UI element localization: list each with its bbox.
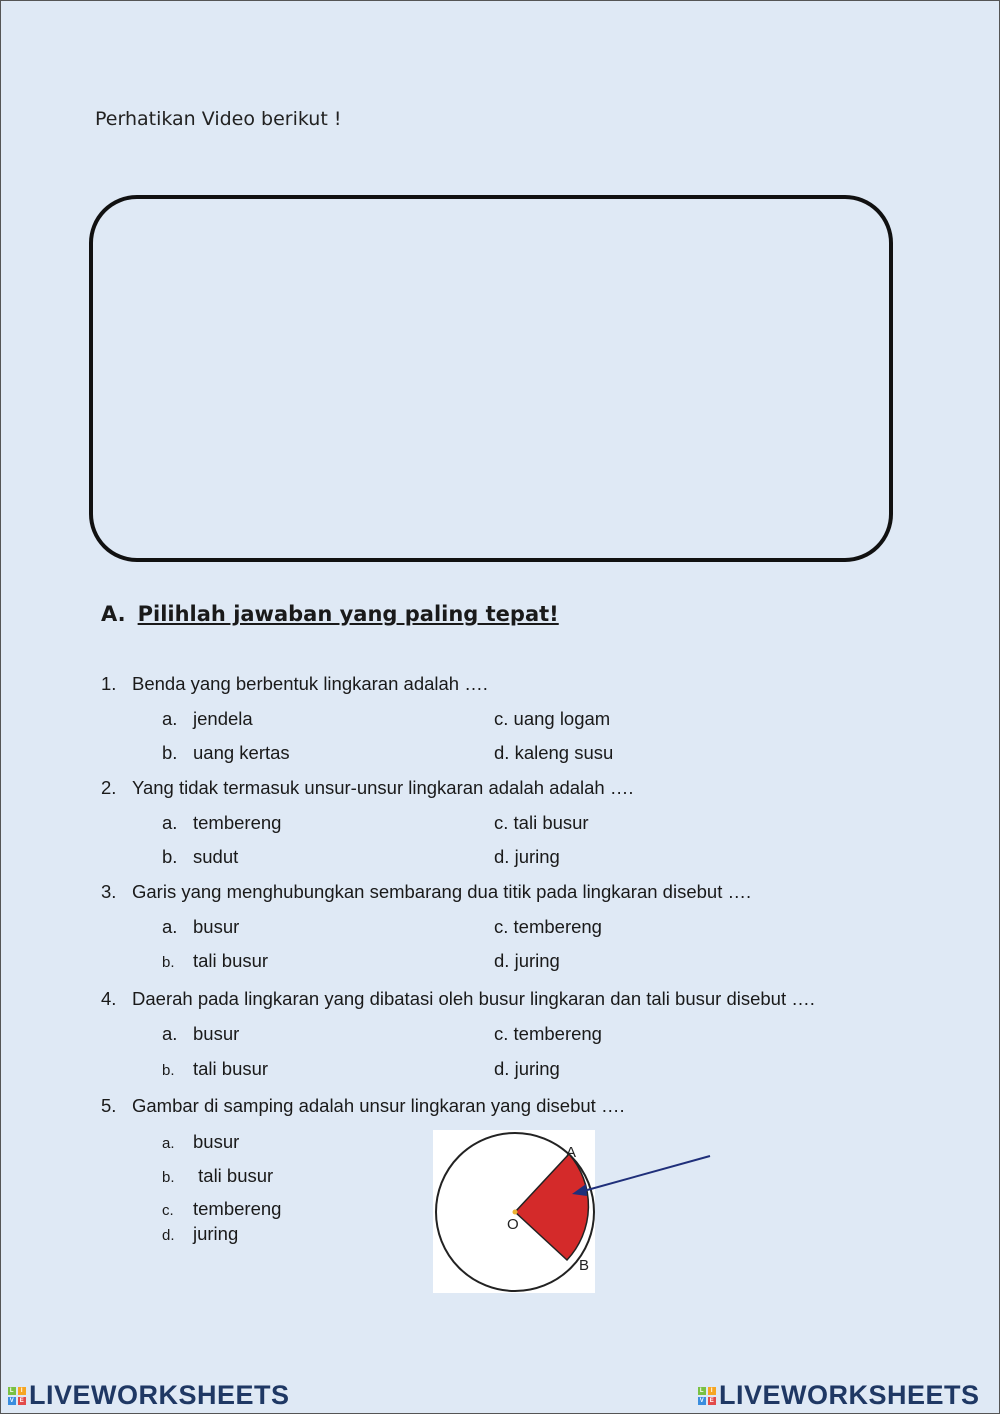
question-number: 5. (101, 1095, 117, 1116)
q5-option-c[interactable] (162, 1198, 281, 1220)
q1-option-b[interactable] (162, 742, 290, 764)
pointer-arrow-icon (560, 1150, 720, 1210)
label-a: A (566, 1144, 577, 1161)
option-letter: b. (162, 1169, 175, 1186)
question-text: Gambar di samping adalah unsur lingkaran yang disebut …. (132, 1095, 625, 1116)
option-letter: c. (494, 708, 509, 729)
option-letter: a. (162, 1135, 175, 1152)
question-2 (101, 777, 634, 799)
option-letter: b. (162, 954, 175, 971)
q4-option-a[interactable] (162, 1023, 239, 1045)
q1-option-c[interactable] (494, 708, 610, 730)
option-text: tembereng (513, 916, 602, 937)
q3-option-c[interactable] (494, 916, 602, 938)
q5-option-a[interactable] (162, 1131, 239, 1153)
brand-logo-right (698, 1380, 980, 1411)
option-letter: a. (162, 812, 178, 833)
q1-option-d[interactable] (494, 742, 613, 764)
section-letter: A. (101, 602, 126, 626)
q4-option-c[interactable] (494, 1023, 602, 1045)
option-letter: d. (494, 1058, 510, 1079)
option-text: tali busur (193, 950, 269, 971)
option-letter: d. (162, 1227, 175, 1244)
logo-tile: I (18, 1387, 26, 1395)
option-text: juring (193, 1223, 239, 1244)
q2-option-d[interactable] (494, 846, 560, 868)
logo-tile: V (9, 1397, 15, 1404)
option-letter: a. (162, 1023, 178, 1044)
logo-tile: E (19, 1397, 25, 1404)
logo-tile: V (699, 1397, 705, 1404)
option-text: juring (514, 1058, 560, 1079)
option-letter: d. (494, 742, 510, 763)
brand-logo-left (8, 1380, 290, 1411)
option-text: busur (193, 916, 240, 937)
option-text: busur (193, 1131, 240, 1152)
q5-option-b[interactable] (162, 1165, 273, 1187)
question-5 (101, 1095, 625, 1117)
option-text: juring (514, 846, 560, 867)
option-text: tali busur (193, 1058, 269, 1079)
option-letter: d. (494, 950, 510, 971)
video-frame[interactable] (89, 195, 893, 562)
option-letter: c. (162, 1202, 174, 1219)
q4-option-b[interactable] (162, 1058, 268, 1080)
question-text: Garis yang menghubungkan sembarang dua titik pada lingkaran disebut …. (132, 881, 752, 902)
brand-name: LIVEWORKSHEETS (29, 1380, 290, 1410)
brand-name: LIVEWORKSHEETS (719, 1380, 980, 1410)
option-letter: c. (494, 916, 509, 937)
option-text: tali busur (513, 812, 589, 833)
option-text: tembereng (193, 812, 282, 833)
logo-grid-icon (8, 1387, 26, 1405)
arrow-shaft (580, 1156, 710, 1192)
option-letter: b. (162, 742, 178, 763)
option-text: tali busur (198, 1165, 274, 1186)
q2-option-c[interactable] (494, 812, 589, 834)
option-text: busur (193, 1023, 240, 1044)
option-letter: a. (162, 708, 178, 729)
q3-option-d[interactable] (494, 950, 560, 972)
question-text: Daerah pada lingkaran yang dibatasi oleh busur lingkaran dan tali busur disebut …. (132, 988, 815, 1009)
logo-tile: L (9, 1387, 15, 1394)
q1-option-a[interactable] (162, 708, 253, 730)
option-text: tembereng (513, 1023, 602, 1044)
question-number: 4. (101, 988, 117, 1009)
option-letter: b. (162, 1062, 175, 1079)
logo-grid-icon (698, 1387, 716, 1405)
logo-tile: E (709, 1397, 715, 1404)
option-letter: c. (494, 812, 509, 833)
q3-option-b[interactable] (162, 950, 268, 972)
label-o: O (507, 1216, 519, 1233)
option-text: tembereng (193, 1198, 282, 1219)
option-text: uang kertas (193, 742, 290, 763)
option-letter: a. (162, 916, 178, 937)
option-text: sudut (193, 846, 239, 867)
option-letter: b. (162, 846, 178, 867)
q2-option-a[interactable] (162, 812, 281, 834)
question-number: 3. (101, 881, 117, 902)
question-1 (101, 673, 488, 695)
question-text: Benda yang berbentuk lingkaran adalah …. (132, 673, 488, 694)
question-4 (101, 988, 815, 1010)
option-text: uang logam (513, 708, 611, 729)
arrow-head (572, 1184, 587, 1196)
center-point (513, 1210, 518, 1215)
section-title: Pilihlah jawaban yang paling tepat! (137, 602, 559, 626)
q4-option-d[interactable] (494, 1058, 560, 1080)
logo-tile: L (699, 1387, 705, 1394)
question-text: Yang tidak termasuk unsur-unsur lingkaran adalah adalah …. (132, 777, 634, 798)
q2-option-b[interactable] (162, 846, 238, 868)
option-text: jendela (193, 708, 253, 729)
option-text: juring (514, 950, 560, 971)
intro-text: Perhatikan Video berikut ! (95, 108, 342, 130)
question-3 (101, 881, 751, 903)
q3-option-a[interactable] (162, 916, 239, 938)
section-heading (101, 602, 559, 626)
logo-tile: I (708, 1387, 716, 1395)
question-number: 1. (101, 673, 117, 694)
option-letter: d. (494, 846, 510, 867)
option-text: kaleng susu (514, 742, 614, 763)
question-number: 2. (101, 777, 117, 798)
q5-option-d[interactable] (162, 1223, 238, 1245)
label-b: B (579, 1257, 590, 1274)
option-letter: c. (494, 1023, 509, 1044)
